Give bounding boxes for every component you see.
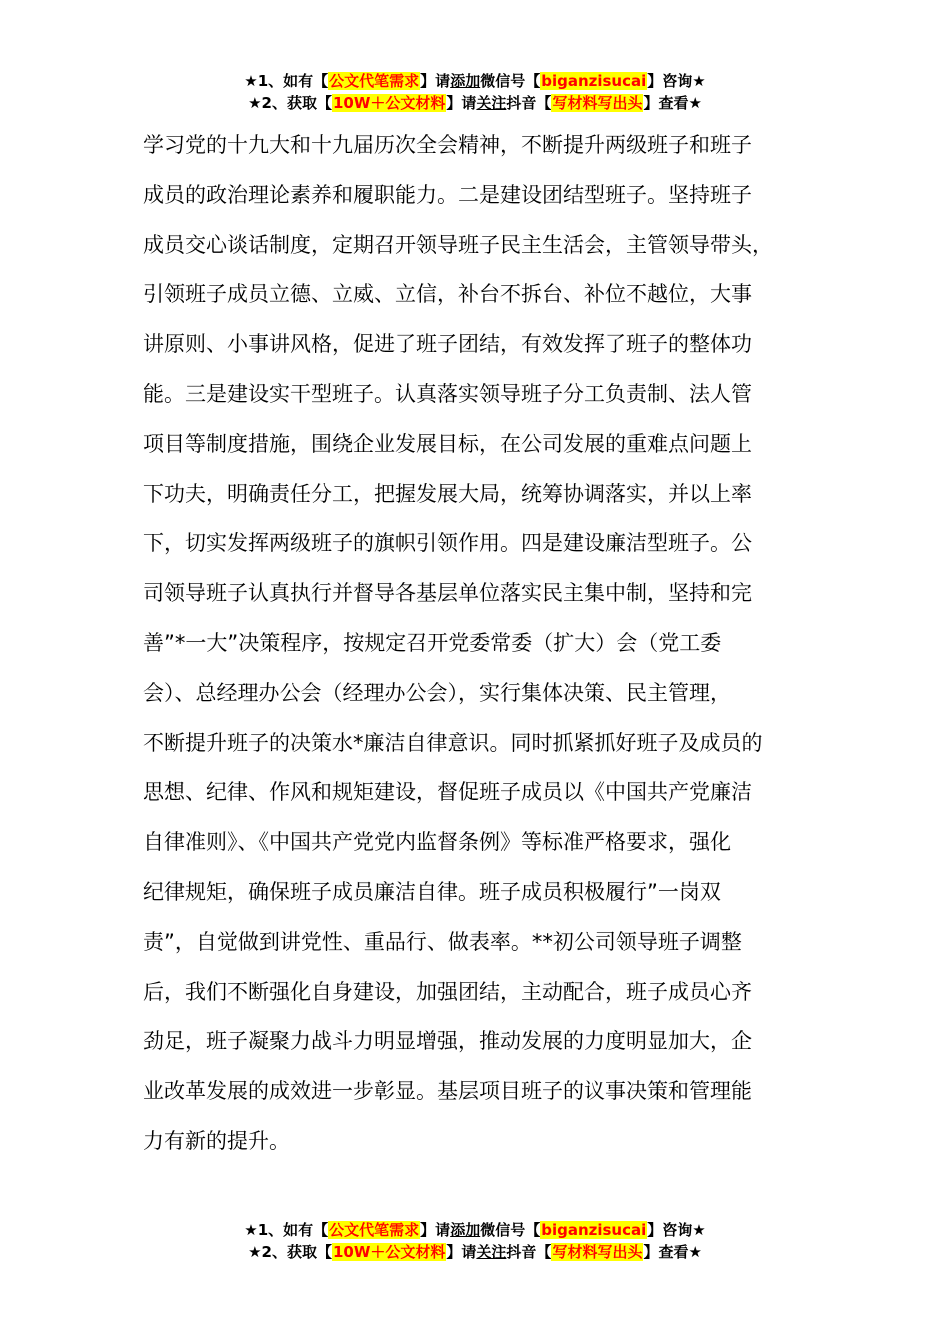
banner-underlined: 关注 <box>476 1243 507 1261</box>
body-line: 后，我们不断强化自身建设，加强团结，主动配合，班子成员心齐 <box>143 979 752 1004</box>
body-line: 学习党的十九大和十九届历次全会精神，不断提升两级班子和班子 <box>143 133 752 157</box>
body-line: 自律准则》、《中国共产党党内监督条例》等标准严格要求，强化 <box>143 830 731 855</box>
top-banner <box>0 70 950 114</box>
body-line: 司领导班子认真执行并督导各基层单位落实民主集中制，坚持和完 <box>143 581 752 606</box>
banner-text: 】请 <box>420 1221 451 1239</box>
banner-text: 微信号【 <box>480 72 541 90</box>
body-line: 下功夫，明确责任分工，把握发展大局，统筹协调落实，并以上率 <box>143 481 752 506</box>
banner-text: ★2、获取【 <box>248 94 332 112</box>
body-line: 思想、纪律、作风和规矩建设，督促班子成员以《中国共产党廉洁 <box>143 780 752 805</box>
banner-text: 抖音【 <box>506 94 552 112</box>
body-line: 讲原则、小事讲风格，促进了班子团结，有效发挥了班子的整体功 <box>143 332 752 357</box>
bottom-banner <box>0 1219 950 1263</box>
body-line: 成员交心谈话制度，定期召开领导班子民主生活会，主管领导带头， <box>143 232 773 257</box>
body-line: 不断提升班子的决策水*廉洁自律意识。同时抓紧抓好班子及成员的 <box>143 730 763 755</box>
highlight-service: 公文代笔需求 <box>329 72 420 90</box>
body-line: 会）、总经理办公会（经理办公会），实行集体决策、民主管理， <box>143 680 731 705</box>
highlight-service: 公文代笔需求 <box>329 1221 420 1239</box>
body-line: 劲足，班子凝聚力战斗力明显增强，推动发展的力度明显加大，企 <box>143 1029 752 1054</box>
banner-line-2 <box>0 92 950 114</box>
banner-text: 】请 <box>446 1243 477 1261</box>
body-line: 善”*一大”决策程序，按规定召开党委常委（扩大）会（党工委 <box>143 630 722 655</box>
banner-text: 】请 <box>420 72 451 90</box>
highlight-materials: 10W＋公文材料 <box>332 94 446 112</box>
banner-underlined: 关注 <box>476 94 507 112</box>
banner-text: 】查看★ <box>643 1243 702 1261</box>
banner-text: 】咨询★ <box>647 1221 706 1239</box>
highlight-wechat-id: biganzisucai <box>541 1221 647 1239</box>
body-line: 力有新的提升。 <box>143 1128 290 1153</box>
banner-text: ★2、获取【 <box>248 1243 332 1261</box>
banner-text: 】查看★ <box>643 94 702 112</box>
highlight-douyin-account: 写材料写出头 <box>552 94 643 112</box>
banner-line-1 <box>0 1219 950 1241</box>
banner-text: ★1、如有【 <box>244 1221 329 1239</box>
banner-text: 】请 <box>446 94 477 112</box>
body-line: 下，切实发挥两级班子的旗帜引领作用。四是建设廉洁型班子。公 <box>143 531 752 556</box>
highlight-douyin-account: 写材料写出头 <box>552 1243 643 1261</box>
body-line: 能。三是建设实干型班子。认真落实领导班子分工负责制、法人管 <box>143 381 752 406</box>
banner-line-2 <box>0 1241 950 1263</box>
body-line: 项目等制度措施，围绕企业发展目标，在公司发展的重难点问题上 <box>143 431 752 456</box>
body-line: 引领班子成员立德、立威、立信，补台不拆台、补位不越位，大事 <box>143 282 752 307</box>
banner-text: 抖音【 <box>506 1243 552 1261</box>
banner-underlined: 添加 <box>450 1221 481 1239</box>
document-body <box>143 121 773 1167</box>
banner-text: ★1、如有【 <box>244 72 329 90</box>
banner-line-1 <box>0 70 950 92</box>
banner-underlined: 添加 <box>450 72 481 90</box>
highlight-wechat-id: biganzisucai <box>541 72 647 90</box>
body-line: 责”，自觉做到讲党性、重品行、做表率。**初公司领导班子调整 <box>143 929 742 954</box>
body-line: 纪律规矩，确保班子成员廉洁自律。班子成员积极履行”一岗双 <box>143 879 721 904</box>
highlight-materials: 10W＋公文材料 <box>332 1243 446 1261</box>
body-line: 业改革发展的成效进一步彰显。基层项目班子的议事决策和管理能 <box>143 1079 752 1104</box>
banner-text: 】咨询★ <box>647 72 706 90</box>
banner-text: 微信号【 <box>480 1221 541 1239</box>
body-line: 成员的政治理论素养和履职能力。二是建设团结型班子。坚持班子 <box>143 182 752 207</box>
